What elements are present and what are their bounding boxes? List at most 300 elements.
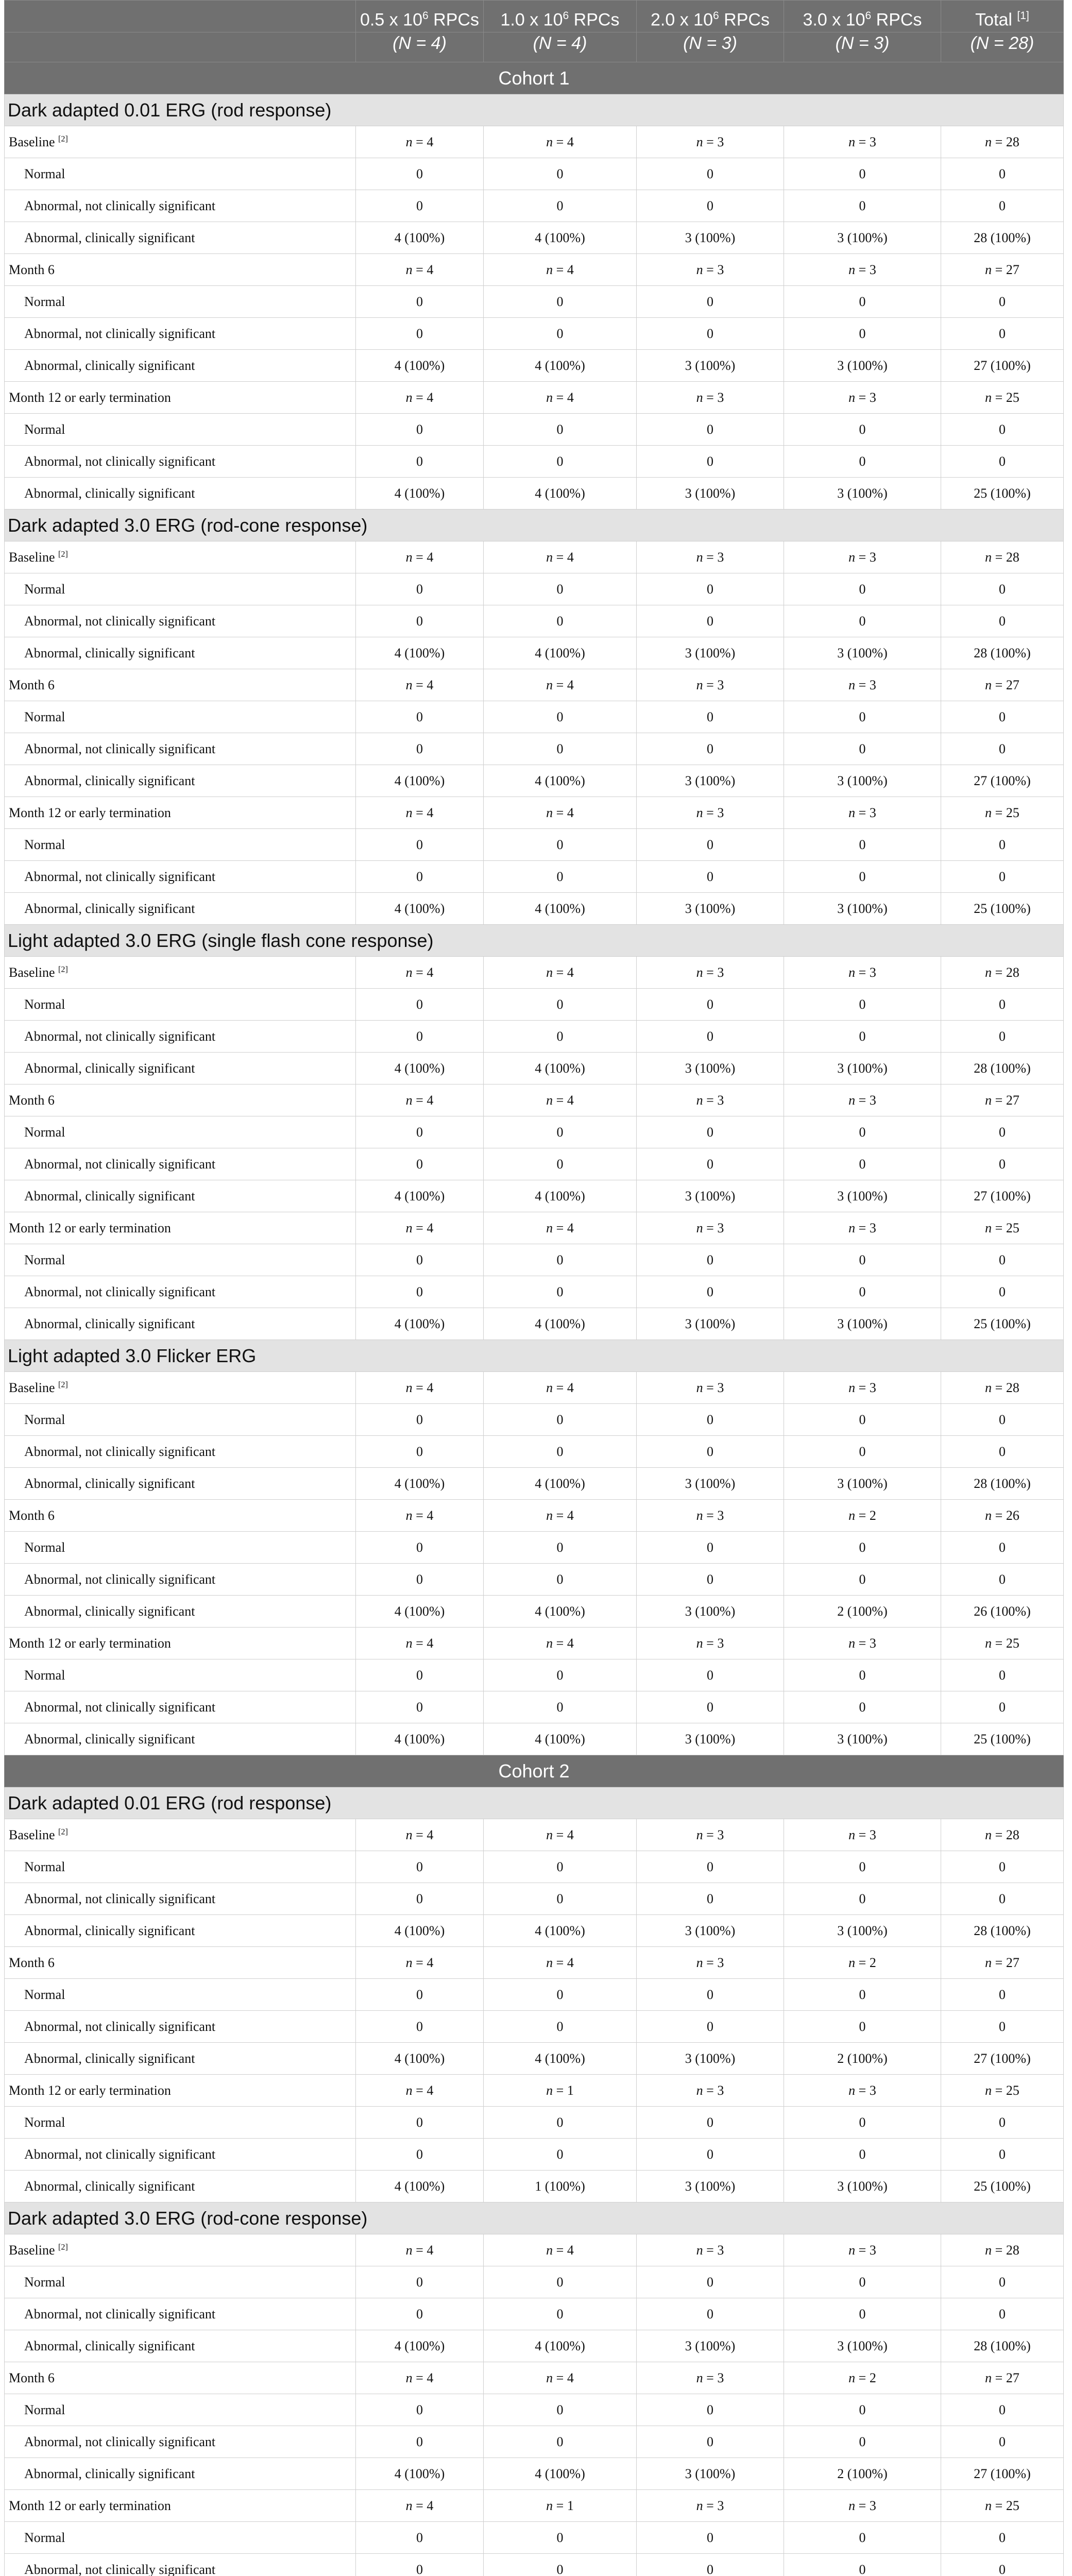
table-cell xyxy=(941,2298,1064,2330)
n-symbol: n xyxy=(985,1220,992,1235)
row-label-cell xyxy=(5,1819,356,1851)
cell-value: = 3 xyxy=(703,1220,724,1235)
table-cell xyxy=(941,733,1064,765)
cell-value: 25 (100%) xyxy=(974,1731,1031,1747)
row-label-cell xyxy=(5,414,356,446)
row-label-cell xyxy=(5,893,356,925)
cell-value: 0 xyxy=(859,1156,866,1172)
row-label: Baseline xyxy=(9,134,59,149)
table-cell xyxy=(484,2330,637,2362)
table-cell xyxy=(784,1436,941,1468)
cell-value: 0 xyxy=(556,1444,564,1459)
row-label: Normal xyxy=(24,1539,65,1555)
n-symbol: n xyxy=(405,1635,413,1651)
header-blank-cell xyxy=(5,1,356,32)
n-symbol: n xyxy=(405,1092,413,1108)
column-header-text: 0.5 x 10 xyxy=(360,10,422,29)
table-cell xyxy=(941,1372,1064,1404)
n-symbol: n xyxy=(546,134,553,149)
row-label-cell xyxy=(5,829,356,861)
cell-value: = 4 xyxy=(553,964,574,980)
cell-value: 0 xyxy=(416,2019,423,2034)
n-symbol: n xyxy=(848,2082,856,2098)
cell-value: 0 xyxy=(556,2146,564,2162)
cell-value: = 4 xyxy=(553,1955,574,1970)
table-cell xyxy=(484,478,637,510)
column-header-4 xyxy=(941,1,1064,32)
row-label-cell xyxy=(5,1628,356,1659)
cell-value: 4 (100%) xyxy=(394,2466,445,2481)
row-label-cell xyxy=(5,1500,356,1532)
row-label-cell xyxy=(5,1468,356,1500)
n-symbol: n xyxy=(985,1635,992,1651)
cell-value: = 3 xyxy=(703,549,724,565)
cell-value: 0 xyxy=(556,869,564,884)
row-label-cell xyxy=(5,2458,356,2490)
table-cell xyxy=(941,190,1064,222)
table-cell xyxy=(941,1116,1064,1148)
table-cell xyxy=(484,2107,637,2139)
table-cell xyxy=(637,2043,784,2075)
cell-value: 0 xyxy=(707,2019,713,2034)
table-cell xyxy=(784,1915,941,1947)
cell-value: 0 xyxy=(416,2434,423,2449)
n-symbol: n xyxy=(696,2498,703,2513)
cell-value: 0 xyxy=(859,1571,866,1587)
cell-value: 0 xyxy=(707,1859,713,1874)
table-cell xyxy=(356,478,484,510)
row-label: Normal xyxy=(24,166,65,181)
row-label-cell xyxy=(5,1883,356,1915)
table-cell xyxy=(484,126,637,158)
row-label: Normal xyxy=(24,1987,65,2002)
column-header-text: 2.0 x 10 xyxy=(651,10,713,29)
cell-value: 0 xyxy=(859,198,866,213)
cell-value: 0 xyxy=(416,1028,423,1044)
cell-value: 0 xyxy=(556,453,564,469)
table-row xyxy=(5,1723,1064,1755)
cell-value: = 4 xyxy=(553,1635,574,1651)
n-symbol: n xyxy=(985,1092,992,1108)
cell-value: 4 (100%) xyxy=(394,358,445,373)
cell-value: 0 xyxy=(859,2274,866,2290)
table-cell xyxy=(941,2458,1064,2490)
cell-value: = 3 xyxy=(703,1092,724,1108)
cell-value: = 4 xyxy=(412,262,434,277)
table-cell xyxy=(637,669,784,701)
table-cell xyxy=(784,1723,941,1755)
row-label-cell xyxy=(5,2011,356,2043)
n-symbol: n xyxy=(546,1827,553,1842)
cell-value: 4 (100%) xyxy=(394,230,445,245)
cell-value: 3 (100%) xyxy=(685,1060,736,1076)
table-row xyxy=(5,2266,1064,2298)
cell-value: = 3 xyxy=(855,1380,876,1395)
n-symbol: n xyxy=(405,1507,413,1523)
row-label: Abnormal, clinically significant xyxy=(24,2338,195,2353)
table-cell xyxy=(484,2426,637,2458)
n-symbol: n xyxy=(848,1220,856,1235)
table-cell xyxy=(484,2522,637,2554)
row-label-cell xyxy=(5,2043,356,2075)
n-symbol: n xyxy=(985,805,992,820)
table-cell xyxy=(356,1819,484,1851)
cell-value: 0 xyxy=(707,581,713,597)
table-cell xyxy=(356,2458,484,2490)
cell-value: 3 (100%) xyxy=(685,1603,736,1619)
cell-value: 0 xyxy=(999,1284,1006,1299)
table-cell xyxy=(784,478,941,510)
row-label-cell xyxy=(5,2171,356,2202)
n-symbol: n xyxy=(405,964,413,980)
n-symbol: n xyxy=(696,1220,703,1235)
cell-value: 0 xyxy=(556,2114,564,2130)
table-cell xyxy=(637,2490,784,2522)
row-label-cell xyxy=(5,1212,356,1244)
n-symbol: n xyxy=(405,549,413,565)
cell-value: = 4 xyxy=(553,549,574,565)
table-cell xyxy=(784,1180,941,1212)
table-cell xyxy=(637,1116,784,1148)
table-cell xyxy=(356,222,484,254)
table-cell xyxy=(637,893,784,925)
table-cell xyxy=(941,222,1064,254)
cell-value: 3 (100%) xyxy=(685,2338,736,2353)
table-cell xyxy=(941,2426,1064,2458)
table-cell xyxy=(356,1947,484,1979)
row-label-cell xyxy=(5,1116,356,1148)
column-header-3 xyxy=(784,1,941,32)
cell-value: 3 (100%) xyxy=(685,2050,736,2066)
table-cell xyxy=(484,1947,637,1979)
cell-value: = 25 xyxy=(992,2498,1019,2513)
cell-value: 4 (100%) xyxy=(535,1476,585,1491)
table-cell xyxy=(637,2330,784,2362)
table-cell xyxy=(637,733,784,765)
row-label-cell xyxy=(5,1979,356,2011)
n-symbol: n xyxy=(985,549,992,565)
table-cell xyxy=(941,1308,1064,1340)
row-label: Abnormal, clinically significant xyxy=(24,1923,195,1938)
table-cell xyxy=(484,2139,637,2171)
table-row xyxy=(5,350,1064,382)
column-n-2: (N = 3) xyxy=(637,32,784,62)
table-cell xyxy=(484,382,637,414)
row-label: Month 12 or early termination xyxy=(9,2082,171,2098)
row-label: Abnormal, clinically significant xyxy=(24,485,195,501)
row-label-cell xyxy=(5,1021,356,1053)
column-header-superscript: 6 xyxy=(422,9,429,22)
table-cell xyxy=(484,318,637,350)
table-cell xyxy=(941,2171,1064,2202)
column-n-3: (N = 3) xyxy=(784,32,941,62)
cell-value: 0 xyxy=(556,613,564,629)
header-blank-cell xyxy=(5,32,356,62)
table-cell xyxy=(637,2139,784,2171)
row-label-superscript: [2] xyxy=(58,549,68,558)
table-cell xyxy=(784,1883,941,1915)
column-n-1: (N = 4) xyxy=(484,32,637,62)
table-cell xyxy=(784,446,941,478)
cell-value: 0 xyxy=(556,2434,564,2449)
table-row xyxy=(5,733,1064,765)
table-cell xyxy=(941,1436,1064,1468)
table-cell xyxy=(484,1436,637,1468)
table-cell xyxy=(941,573,1064,605)
row-label-cell xyxy=(5,222,356,254)
n-symbol: n xyxy=(405,1380,413,1395)
table-row xyxy=(5,2490,1064,2522)
cell-value: 0 xyxy=(999,2530,1006,2545)
row-label-cell xyxy=(5,2266,356,2298)
table-row xyxy=(5,2330,1064,2362)
table-cell xyxy=(784,1500,941,1532)
cell-value: 0 xyxy=(556,709,564,724)
table-cell xyxy=(784,1659,941,1691)
cell-value: = 1 xyxy=(553,2082,574,2098)
row-label-cell xyxy=(5,478,356,510)
header-row-dose xyxy=(5,1,1064,32)
cell-value: 28 (100%) xyxy=(974,1923,1031,1938)
cell-value: = 3 xyxy=(855,389,876,405)
table-cell xyxy=(637,1596,784,1628)
table-row xyxy=(5,1404,1064,1436)
cell-value: = 4 xyxy=(553,1380,574,1395)
cell-value: = 3 xyxy=(855,1092,876,1108)
table-cell xyxy=(484,2394,637,2426)
row-label-cell xyxy=(5,382,356,414)
cell-value: 0 xyxy=(859,869,866,884)
table-cell xyxy=(784,893,941,925)
table-cell xyxy=(356,1659,484,1691)
table-cell xyxy=(784,286,941,318)
row-label-cell xyxy=(5,318,356,350)
table-cell xyxy=(637,765,784,797)
n-symbol: n xyxy=(985,1507,992,1523)
cell-value: 0 xyxy=(859,1412,866,1427)
table-cell xyxy=(637,222,784,254)
cell-value: 28 (100%) xyxy=(974,1060,1031,1076)
table-cell xyxy=(784,126,941,158)
table-cell xyxy=(941,1915,1064,1947)
table-cell xyxy=(784,957,941,989)
table-cell xyxy=(484,829,637,861)
table-row xyxy=(5,605,1064,637)
cell-value: = 3 xyxy=(855,2082,876,2098)
table-cell xyxy=(941,893,1064,925)
table-row xyxy=(5,2554,1064,2576)
cell-value: 0 xyxy=(416,326,423,341)
table-cell xyxy=(941,350,1064,382)
table-cell xyxy=(637,2394,784,2426)
table-cell xyxy=(941,765,1064,797)
table-cell xyxy=(637,861,784,893)
cell-value: 0 xyxy=(999,869,1006,884)
n-symbol: n xyxy=(985,2082,992,2098)
cell-value: 0 xyxy=(707,198,713,213)
table-cell xyxy=(484,222,637,254)
row-label-cell xyxy=(5,1532,356,1564)
table-cell xyxy=(484,733,637,765)
table-cell xyxy=(484,1532,637,1564)
table-cell xyxy=(484,2298,637,2330)
table-cell xyxy=(484,1883,637,1915)
row-label: Abnormal, not clinically significant xyxy=(24,453,216,469)
cell-value: 0 xyxy=(859,1028,866,1044)
table-cell xyxy=(941,414,1064,446)
row-label-cell xyxy=(5,669,356,701)
n-symbol: n xyxy=(546,805,553,820)
header-row-n xyxy=(5,32,1064,62)
cell-value: 4 (100%) xyxy=(535,2466,585,2481)
cell-value: 3 (100%) xyxy=(837,773,888,788)
cell-value: 0 xyxy=(707,2306,713,2321)
cell-value: 28 (100%) xyxy=(974,645,1031,660)
table-cell xyxy=(356,765,484,797)
table-cell xyxy=(484,765,637,797)
cell-value: 3 (100%) xyxy=(837,1731,888,1747)
table-cell xyxy=(941,2554,1064,2576)
cell-value: 3 (100%) xyxy=(685,1923,736,1938)
cell-value: 0 xyxy=(999,1571,1006,1587)
table-cell xyxy=(784,1404,941,1436)
cell-value: 3 (100%) xyxy=(837,2338,888,2353)
table-cell xyxy=(784,733,941,765)
cell-value: 0 xyxy=(859,1859,866,1874)
column-header-text: 1.0 x 10 xyxy=(500,10,563,29)
n-symbol: n xyxy=(546,1507,553,1523)
cell-value: 2 (100%) xyxy=(837,2466,888,2481)
cell-value: 0 xyxy=(859,1891,866,1906)
table-cell xyxy=(784,2171,941,2202)
table-cell xyxy=(637,1276,784,1308)
row-label-cell xyxy=(5,2554,356,2576)
cell-value: 0 xyxy=(707,837,713,852)
table-cell xyxy=(637,382,784,414)
row-label: Abnormal, not clinically significant xyxy=(24,1571,216,1587)
cell-value: 0 xyxy=(859,421,866,437)
cell-value: = 2 xyxy=(855,1507,876,1523)
cell-value: = 27 xyxy=(992,1955,1019,1970)
table-cell xyxy=(941,2011,1064,2043)
table-cell xyxy=(637,1021,784,1053)
table-cell xyxy=(784,2139,941,2171)
row-label: Abnormal, clinically significant xyxy=(24,1316,195,1331)
table-cell xyxy=(784,190,941,222)
cell-value: 3 (100%) xyxy=(685,358,736,373)
table-cell xyxy=(484,1691,637,1723)
table-row xyxy=(5,2426,1064,2458)
cell-value: 0 xyxy=(556,326,564,341)
cell-value: = 4 xyxy=(412,805,434,820)
row-label: Normal xyxy=(24,421,65,437)
cell-value: 3 (100%) xyxy=(685,1316,736,1331)
table-cell xyxy=(941,1947,1064,1979)
cell-value: 4 (100%) xyxy=(394,1060,445,1076)
cell-value: 0 xyxy=(556,2562,564,2576)
table-cell xyxy=(941,1723,1064,1755)
table-cell xyxy=(784,1372,941,1404)
cell-value: 0 xyxy=(556,198,564,213)
table-row xyxy=(5,190,1064,222)
n-symbol: n xyxy=(405,2498,413,2513)
table-cell xyxy=(356,2266,484,2298)
table-cell xyxy=(941,2362,1064,2394)
row-label: Month 6 xyxy=(9,1092,55,1108)
table-cell xyxy=(356,2234,484,2266)
cell-value: 0 xyxy=(707,294,713,309)
cell-value: 3 (100%) xyxy=(837,1188,888,1204)
cell-value: 0 xyxy=(999,2146,1006,2162)
table-cell xyxy=(637,2458,784,2490)
cell-value: 3 (100%) xyxy=(837,2178,888,2194)
row-label-cell xyxy=(5,2362,356,2394)
cell-value: 4 (100%) xyxy=(394,2178,445,2194)
table-cell xyxy=(356,2043,484,2075)
table-cell xyxy=(784,222,941,254)
table-cell xyxy=(784,2458,941,2490)
table-row xyxy=(5,1947,1064,1979)
table-row xyxy=(5,1180,1064,1212)
cell-value: 4 (100%) xyxy=(394,1188,445,1204)
section-row xyxy=(5,2202,1064,2234)
cell-value: 4 (100%) xyxy=(394,2338,445,2353)
table-cell xyxy=(356,1276,484,1308)
row-label-cell xyxy=(5,1851,356,1883)
cell-value: = 4 xyxy=(553,1827,574,1842)
table-cell xyxy=(784,1532,941,1564)
table-cell xyxy=(484,957,637,989)
section-row xyxy=(5,925,1064,957)
table-cell xyxy=(941,1276,1064,1308)
cell-value: 3 (100%) xyxy=(685,773,736,788)
cohort-title: Cohort 1 xyxy=(5,62,1064,94)
cell-value: 0 xyxy=(707,1028,713,1044)
table-cell xyxy=(356,2107,484,2139)
n-symbol: n xyxy=(848,1635,856,1651)
cell-value: 0 xyxy=(859,453,866,469)
n-symbol: n xyxy=(546,1955,553,1970)
cell-value: 0 xyxy=(999,1028,1006,1044)
column-header-text: 3.0 x 10 xyxy=(803,10,865,29)
table-cell xyxy=(784,1244,941,1276)
cell-value: 0 xyxy=(707,1539,713,1555)
cell-value: 0 xyxy=(859,709,866,724)
table-cell xyxy=(356,158,484,190)
table-cell xyxy=(941,2075,1064,2107)
cell-value: 0 xyxy=(707,2434,713,2449)
cell-value: 3 (100%) xyxy=(837,1923,888,1938)
n-symbol: n xyxy=(696,262,703,277)
cell-value: = 4 xyxy=(412,2498,434,2513)
cell-value: 0 xyxy=(416,1891,423,1906)
table-cell xyxy=(941,605,1064,637)
cell-value: 0 xyxy=(999,2114,1006,2130)
cell-value: = 2 xyxy=(855,2370,876,2385)
n-symbol: n xyxy=(405,2242,413,2258)
row-label-cell xyxy=(5,1691,356,1723)
cell-value: = 28 xyxy=(992,134,1019,149)
cell-value: 0 xyxy=(999,294,1006,309)
cell-value: 3 (100%) xyxy=(685,2178,736,2194)
table-cell xyxy=(484,989,637,1021)
table-cell xyxy=(356,1883,484,1915)
table-cell xyxy=(484,1084,637,1116)
cell-value: = 3 xyxy=(703,964,724,980)
cell-value: = 3 xyxy=(703,2082,724,2098)
row-label: Abnormal, clinically significant xyxy=(24,2466,195,2481)
cell-value: 3 (100%) xyxy=(685,230,736,245)
